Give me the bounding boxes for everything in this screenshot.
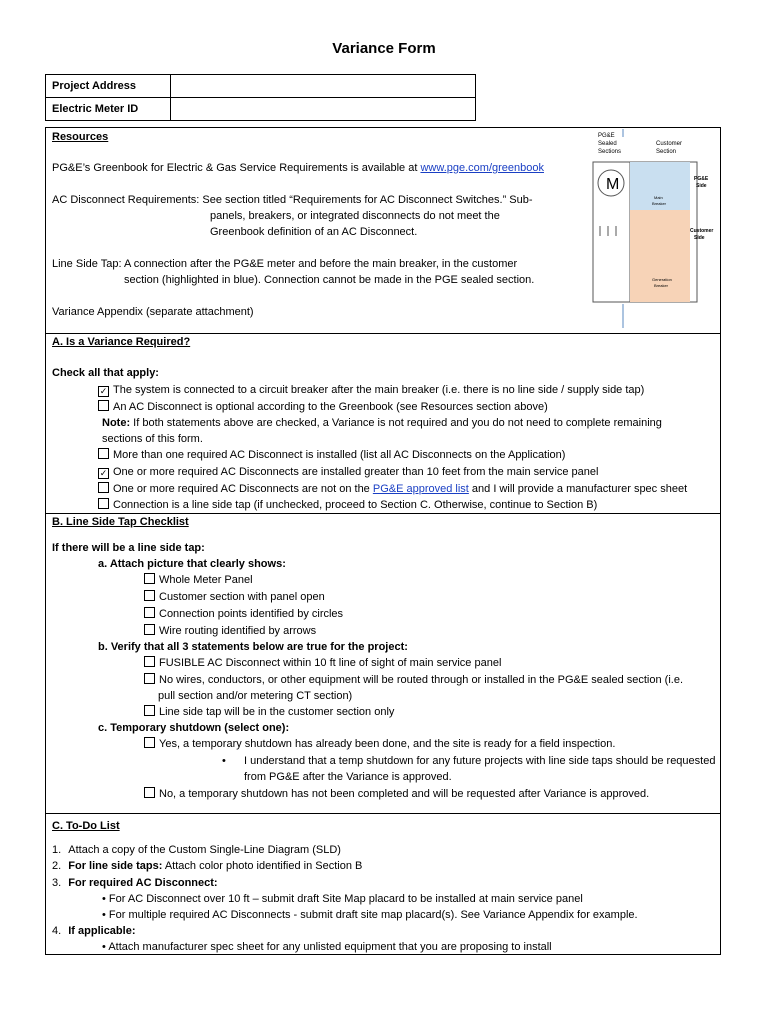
verify-label: b. Verify that all 3 statements below are true for the project: bbox=[98, 641, 408, 653]
bullet-icon: • bbox=[222, 755, 226, 767]
picture-item-4 bbox=[144, 623, 316, 640]
checkbox-3[interactable] bbox=[98, 448, 109, 459]
verify-item-2-cont: pull section and/or metering CT section) bbox=[158, 690, 353, 702]
bullet-icon: • bbox=[102, 941, 106, 953]
section-b bbox=[45, 513, 721, 814]
greenbook-link[interactable]: www.pge.com/greenbook bbox=[420, 162, 544, 174]
diagram-label-customer-1: Customer bbox=[656, 141, 683, 147]
check-item-1 bbox=[98, 382, 644, 399]
todo-num-4: 4. bbox=[52, 925, 62, 937]
todo-item-1 bbox=[52, 842, 341, 859]
shutdown-no-checkbox[interactable] bbox=[144, 787, 155, 798]
todo-item-4a bbox=[102, 939, 552, 956]
line-side-tap-line2: section (highlighted in blue). Connection cannot be made in the PGE sealed section. bbox=[124, 274, 535, 286]
todo-item-1-text: Attach a copy of the Custom Single-Line Diagram (SLD) bbox=[68, 844, 341, 856]
shutdown-label: c. Temporary shutdown (select one): bbox=[98, 722, 290, 734]
picture-checkbox-3[interactable] bbox=[144, 607, 155, 618]
note-line1 bbox=[102, 415, 662, 432]
check-all-label: Check all that apply: bbox=[52, 367, 159, 379]
check-item-5-text-pre: One or more required AC Disconnects are not on the bbox=[113, 483, 373, 495]
section-c bbox=[45, 813, 721, 955]
picture-item-4-text: Wire routing identified by arrows bbox=[159, 625, 317, 637]
diagram-label-sealed-2: Sealed bbox=[598, 141, 617, 147]
greenbook-line bbox=[52, 160, 544, 177]
shutdown-no-text: No, a temporary shutdown has not been completed and will be requested after Variance is approved. bbox=[159, 788, 650, 800]
meter-id-label: Electric Meter ID bbox=[46, 98, 171, 121]
check-item-2-text: An AC Disconnect is optional according to the Greenbook (see Resources section above) bbox=[113, 401, 548, 413]
picture-checkbox-4[interactable] bbox=[144, 624, 155, 635]
shutdown-bullet-line1 bbox=[222, 753, 715, 770]
diagram-label-main-1: Main bbox=[654, 195, 663, 200]
project-info-table bbox=[45, 74, 476, 121]
verify-item-3-text: Line side tap will be in the customer section only bbox=[159, 706, 395, 718]
picture-item-3-text: Connection points identified by circles bbox=[159, 608, 344, 620]
diagram-customer-side-fill bbox=[630, 210, 690, 302]
project-address-label: Project Address bbox=[46, 75, 171, 98]
form-title: Variance Form bbox=[332, 40, 436, 57]
picture-item-1 bbox=[144, 572, 253, 589]
section-a bbox=[45, 333, 721, 514]
diagram-label-gen-2: Breaker bbox=[654, 283, 669, 288]
diagram-label-cust-side-2: Side bbox=[694, 235, 705, 241]
note-label: Note: bbox=[102, 417, 131, 429]
checkbox-5[interactable] bbox=[98, 482, 109, 493]
shutdown-option-yes bbox=[144, 736, 615, 753]
check-item-4-text: One or more required AC Disconnects are installed greater than 10 feet from the main service panel bbox=[113, 466, 599, 478]
diagram-meter-label: M bbox=[606, 176, 620, 193]
check-item-4 bbox=[98, 464, 598, 481]
todo-item-2-text: Attach color photo identified in Section B bbox=[162, 860, 363, 872]
todo-item-3b bbox=[102, 907, 638, 924]
shutdown-bullet-line2: from PG&E after the Variance is approved. bbox=[244, 771, 452, 783]
check-item-5-text-post: and I will provide a manufacturer spec sheet bbox=[468, 483, 688, 495]
check-item-2 bbox=[98, 399, 548, 416]
picture-checkbox-2[interactable] bbox=[144, 590, 155, 601]
todo-num-3: 3. bbox=[52, 877, 62, 889]
shutdown-option-no bbox=[144, 786, 649, 803]
picture-item-3 bbox=[144, 606, 343, 623]
verify-checkbox-1[interactable] bbox=[144, 656, 155, 667]
ac-req-line3: Greenbook definition of an AC Disconnect. bbox=[210, 226, 418, 238]
approved-list-link[interactable]: PG&E approved list bbox=[372, 483, 469, 495]
diagram-label-gen-1: Generation bbox=[652, 277, 672, 282]
shutdown-yes-text: Yes, a temporary shutdown has already been done, and the site is ready for a field inspection. bbox=[159, 738, 616, 750]
checkbox-6[interactable] bbox=[98, 498, 109, 509]
verify-checkbox-2[interactable] bbox=[144, 673, 155, 684]
note-line2: sections of this form. bbox=[102, 433, 203, 445]
verify-item-1-text: FUSIBLE AC Disconnect within 10 ft line of sight of main service panel bbox=[159, 657, 502, 669]
check-item-3 bbox=[98, 447, 565, 464]
section-b-intro: If there will be a line side tap: bbox=[52, 542, 205, 554]
variance-appendix: Variance Appendix (separate attachment) bbox=[52, 306, 254, 318]
todo-num-1: 1. bbox=[52, 844, 62, 856]
todo-item-3 bbox=[52, 875, 218, 892]
diagram-label-sealed-3: Sections bbox=[598, 149, 622, 155]
picture-item-2 bbox=[144, 589, 325, 606]
check-item-5 bbox=[98, 481, 687, 498]
todo-item-4 bbox=[52, 923, 136, 940]
bullet-icon: • bbox=[102, 909, 106, 921]
attach-picture-label: a. Attach picture that clearly shows: bbox=[98, 558, 286, 570]
resources-heading: Resources bbox=[52, 131, 109, 143]
project-address-field[interactable] bbox=[171, 75, 476, 98]
verify-checkbox-3[interactable] bbox=[144, 705, 155, 716]
verify-item-2-text: No wires, conductors, or other equipment will be routed through or installed in the PG&E sealed section (i.e. bbox=[159, 674, 683, 686]
check-item-1-text: The system is connected to a circuit breaker after the main breaker (i.e. there is no line side / supply side tap) bbox=[113, 384, 645, 396]
picture-checkbox-1[interactable] bbox=[144, 573, 155, 584]
check-item-6-text: Connection is a line side tap (if unchecked, proceed to Section C. Otherwise, continue to Section B) bbox=[113, 499, 598, 511]
verify-item-2 bbox=[144, 672, 683, 689]
todo-item-4a-text: Attach manufacturer spec sheet for any unlisted equipment that you are proposing to install bbox=[108, 941, 552, 953]
ac-req-line1: AC Disconnect Requirements: See section titled “Requirements for AC Disconnect Switches.” Sub- bbox=[52, 194, 533, 206]
verify-item-3 bbox=[144, 704, 394, 721]
picture-item-2-text: Customer section with panel open bbox=[159, 591, 325, 603]
diagram-label-pge-side-1: PG&E bbox=[694, 176, 709, 182]
todo-item-3b-text: For multiple required AC Disconnects - submit draft site map placard(s). See Variance Appendix for example. bbox=[108, 909, 638, 921]
shutdown-yes-checkbox[interactable] bbox=[144, 737, 155, 748]
greenbook-text: PG&E’s Greenbook for Electric & Gas Service Requirements is available at bbox=[52, 162, 421, 174]
note-text-1: If both statements above are checked, a Variance is not required and you do not need to complete remaining bbox=[130, 417, 662, 429]
verify-item-1 bbox=[144, 655, 501, 672]
todo-item-3a bbox=[102, 891, 583, 908]
todo-item-3-bold: For required AC Disconnect: bbox=[68, 877, 218, 889]
ac-req-line2: panels, breakers, or integrated disconnects do not meet the bbox=[210, 210, 500, 222]
todo-num-2: 2. bbox=[52, 860, 62, 872]
diagram-label-pge-side-2: Side bbox=[696, 183, 707, 189]
bullet-icon: • bbox=[102, 893, 106, 905]
diagram-label-cust-side-1: Customer bbox=[690, 228, 714, 234]
section-a-heading: A. Is a Variance Required? bbox=[52, 336, 191, 348]
resources-section bbox=[45, 127, 721, 334]
meter-panel-diagram bbox=[590, 128, 720, 332]
checkbox-1-checked[interactable]: ✓ bbox=[99, 386, 108, 396]
diagram-label-sealed-1: PG&E bbox=[598, 133, 615, 139]
section-b-heading: B. Line Side Tap Checklist bbox=[52, 516, 189, 528]
line-side-tap-line1: Line Side Tap: A connection after the PG&E meter and before the main breaker, in the customer bbox=[52, 258, 518, 270]
todo-item-4-bold: If applicable: bbox=[68, 925, 136, 937]
todo-item-2 bbox=[52, 858, 362, 875]
checkbox-4-checked[interactable]: ✓ bbox=[99, 468, 108, 478]
todo-item-3a-text: For AC Disconnect over 10 ft – submit draft Site Map placard to be installed at main service panel bbox=[108, 893, 583, 905]
todo-item-2-bold: For line side taps: bbox=[68, 860, 163, 872]
diagram-label-main-2: Breaker bbox=[652, 201, 667, 206]
picture-item-1-text: Whole Meter Panel bbox=[159, 574, 253, 586]
diagram-label-customer-2: Section bbox=[656, 149, 677, 155]
meter-id-field[interactable] bbox=[171, 98, 476, 121]
check-item-6 bbox=[98, 497, 597, 514]
checkbox-2[interactable] bbox=[98, 400, 109, 411]
shutdown-bullet-text: I understand that a temp shutdown for any future projects with line side taps should be requested bbox=[244, 755, 716, 767]
section-c-heading: C. To-Do List bbox=[52, 820, 120, 832]
check-item-3-text: More than one required AC Disconnect is installed (list all AC Disconnects on the Application) bbox=[113, 449, 566, 461]
